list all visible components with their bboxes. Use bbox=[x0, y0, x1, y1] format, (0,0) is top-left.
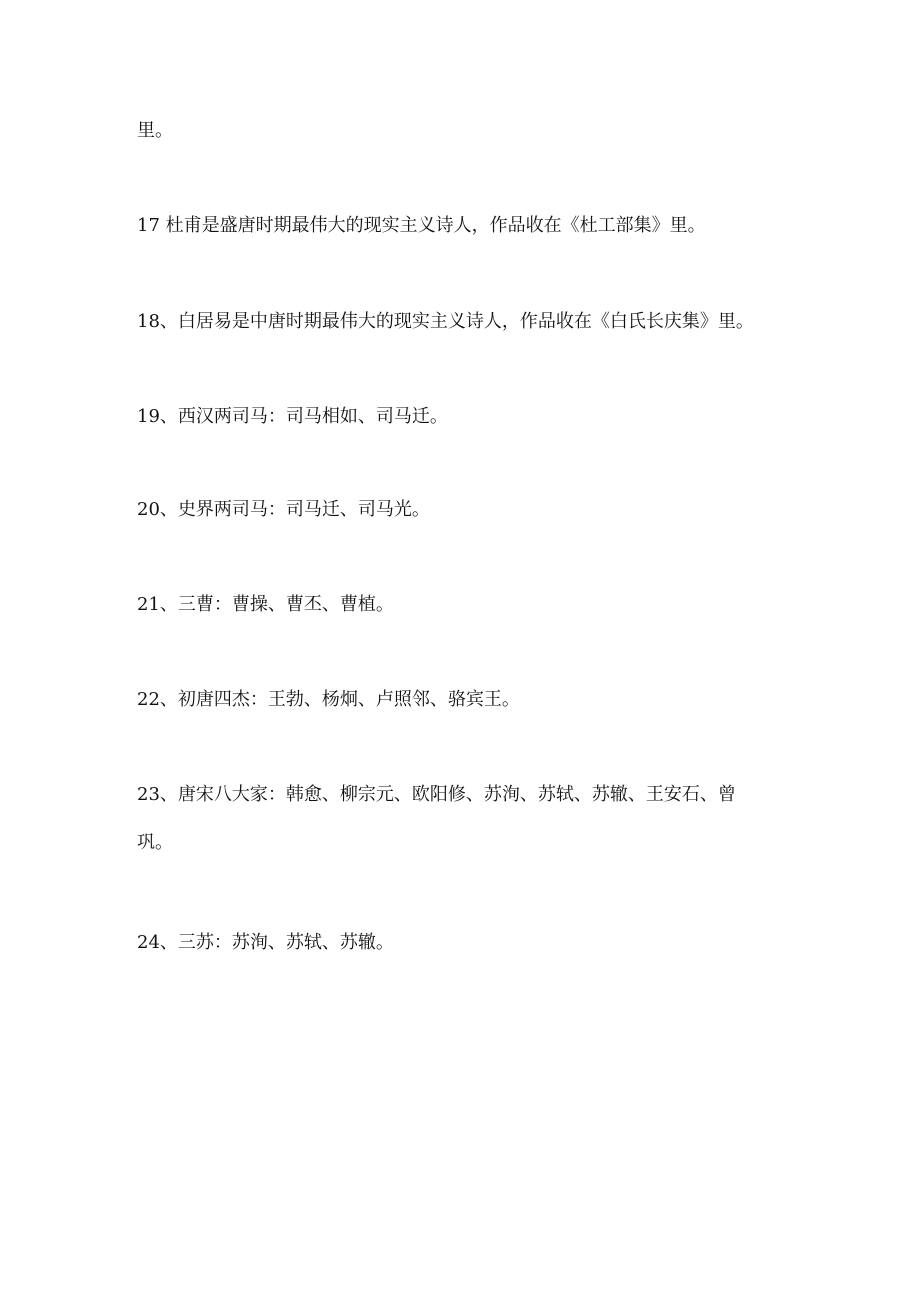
text-line-21: 21、三曹：曹操、曹丕、曹植。 bbox=[137, 594, 394, 615]
text-line-19: 19、西汉两司马：司马相如、司马迁。 bbox=[137, 406, 448, 427]
text-line-17: 17 杜甫是盛唐时期最伟大的现实主义诗人，作品收在《杜工部集》里。 bbox=[137, 215, 706, 236]
text-line-23-continuation: 巩。 bbox=[137, 832, 173, 853]
text-line-24: 24、三苏：苏洵、苏轼、苏辙。 bbox=[137, 932, 394, 953]
text-line-18: 18、白居易是中唐时期最伟大的现实主义诗人，作品收在《白氏长庆集》里。 bbox=[137, 311, 754, 332]
text-line-continuation: 里。 bbox=[137, 120, 173, 141]
text-line-23: 23、唐宋八大家：韩愈、柳宗元、欧阳修、苏洵、苏轼、苏辙、王安石、曾 bbox=[137, 784, 736, 805]
text-line-20: 20、史界两司马：司马迁、司马光。 bbox=[137, 499, 430, 520]
text-line-22: 22、初唐四杰：王勃、杨炯、卢照邻、骆宾王。 bbox=[137, 689, 520, 710]
